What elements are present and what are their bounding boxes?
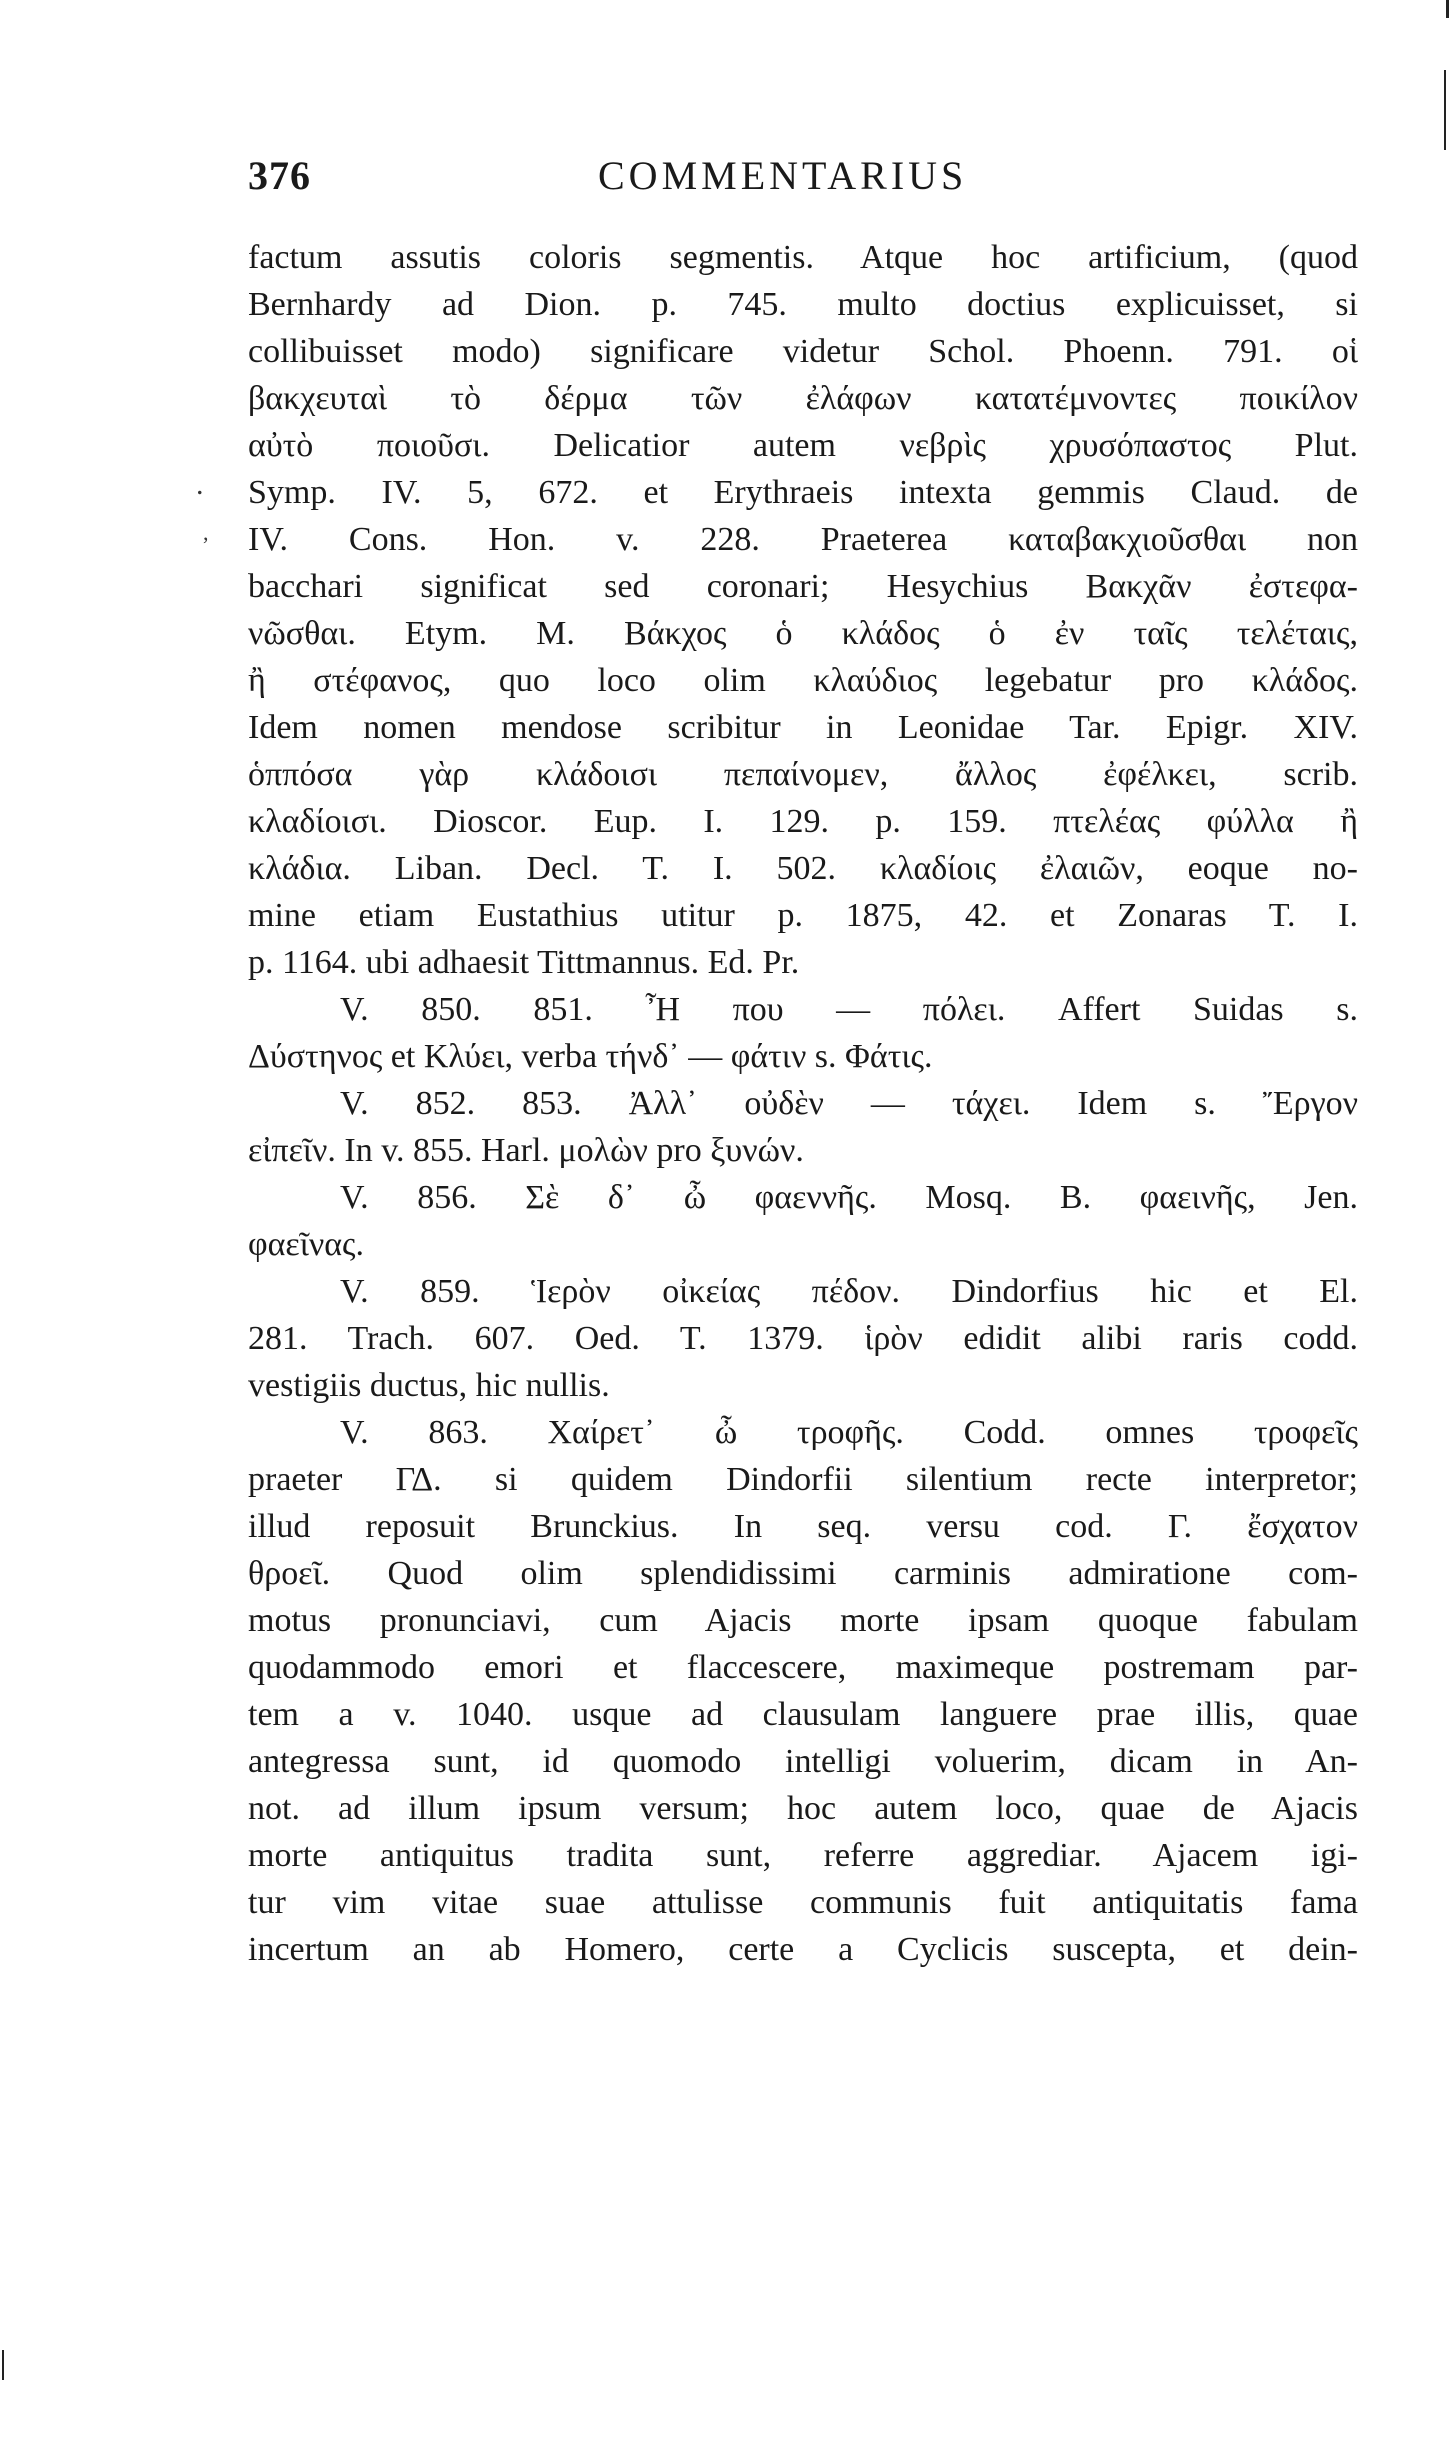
text-line: 281. Trach. 607. Oed. T. 1379. ἱρὸν edidit alibi raris codd.: [248, 1320, 1358, 1357]
margin-dot: .: [196, 468, 204, 501]
text-line: mine etiam Eustathius utitur p. 1875, 42. et Zonaras T. I.: [248, 897, 1358, 934]
right-edge-mark-upper: [1444, 70, 1446, 150]
left-edge-mark: [2, 2350, 4, 2380]
text-line: θροεῖ. Quod olim splendidissimi carminis admiratione com-: [248, 1555, 1358, 1592]
verse-note-line: V. 856. Σὲ δ᾽ ὦ φαεννῆς. Mosq. B. φαεινῆς, Jen.: [340, 1179, 1358, 1216]
margin-tick: ,: [203, 520, 209, 545]
verse-note-line: V. 863. Χαίρετ᾽ ὦ τροφῆς. Codd. omnes τροφεῖς: [340, 1414, 1358, 1451]
text-line: praeter ΓΔ. si quidem Dindorfii silentium recte interpretor;: [248, 1461, 1358, 1498]
text-line: εἰπεῖν. In v. 855. Harl. μολὼν pro ξυνών.: [248, 1132, 804, 1169]
text-line: illud reposuit Brunckius. In seq. versu cod. Γ. ἔσχατον: [248, 1508, 1358, 1545]
text-line: κλάδια. Liban. Decl. T. I. 502. κλαδίοις ἐλαιῶν, eoque no-: [248, 850, 1358, 887]
text-line: p. 1164. ubi adhaesit Tittmannus. Ed. Pr.: [248, 944, 800, 981]
text-line: incertum an ab Homero, certe a Cyclicis suscepta, et dein-: [248, 1931, 1358, 1968]
text-line: κλαδίοισι. Dioscor. Eup. I. 129. p. 159. πτελέας φύλλα ἢ: [248, 803, 1358, 840]
text-line: factum assutis coloris segmentis. Atque hoc artificium, (quod: [248, 239, 1358, 276]
right-edge-mark-top: [1446, 0, 1449, 18]
text-line: not. ad illum ipsum versum; hoc autem loco, quae de Ajacis: [248, 1790, 1358, 1827]
text-line: αὐτὸ ποιοῦσι. Delicatior autem νεβρὶς χρυσόπαστος Plut.: [248, 427, 1358, 464]
text-line: ὁππόσα γὰρ κλάδοισι πεπαίνομεν, ἄλλος ἐφέλκει, scrib.: [248, 756, 1358, 793]
text-line: IV. Cons. Hon. v. 228. Praeterea καταβακχιοῦσθαι non: [248, 521, 1358, 558]
commentary-text: [248, 234, 1358, 1973]
text-line: Symp. IV. 5, 672. et Erythraeis intexta gemmis Claud. de: [248, 474, 1358, 511]
text-line: βακχευταὶ τὸ δέρμα τῶν ἐλάφων κατατέμνοντες ποικίλον: [248, 380, 1358, 417]
text-line: bacchari significat sed coronari; Hesychius Βακχᾶν ἐστεφα-: [248, 568, 1358, 605]
text-line: ἢ στέφανος, quo loco olim κλαύδιος legebatur pro κλάδος.: [248, 662, 1358, 699]
text-line: Bernhardy ad Dion. p. 745. multo doctius explicuisset, si: [248, 286, 1358, 323]
text-line: Idem nomen mendose scribitur in Leonidae Tar. Epigr. XIV.: [248, 709, 1358, 746]
running-title: COMMENTARIUS: [598, 153, 968, 198]
text-line: quodammodo emori et flaccescere, maximeque postremam par-: [248, 1649, 1358, 1686]
verse-note-line: V. 852. 853. Ἀλλ᾽ οὐδὲν — τάχει. Idem s. Ἔργον: [340, 1085, 1358, 1122]
page-header: [248, 152, 1358, 212]
text-line: motus pronunciavi, cum Ajacis morte ipsam quoque fabulam: [248, 1602, 1358, 1639]
verse-note-line: V. 850. 851. Ἦ που — πόλει. Affert Suidas s.: [340, 991, 1358, 1028]
text-line: φαεῖνας.: [248, 1226, 365, 1263]
verse-note-line: V. 859. Ἱερὸν οἰκείας πέδον. Dindorfius hic et El.: [340, 1273, 1358, 1310]
text-line: tem a v. 1040. usque ad clausulam languere prae illis, quae: [248, 1696, 1358, 1733]
text-line: morte antiquitus tradita sunt, referre aggrediar. Ajacem igi-: [248, 1837, 1358, 1874]
text-line: collibuisset modo) significare videtur Schol. Phoenn. 791. οἱ: [248, 333, 1358, 370]
text-line: νῶσθαι. Etym. M. Βάκχος ὁ κλάδος ὁ ἐν ταῖς τελέταις,: [248, 615, 1358, 652]
text-line: antegressa sunt, id quomodo intelligi voluerim, dicam in An-: [248, 1743, 1358, 1780]
text-line: vestigiis ductus, hic nullis.: [248, 1367, 610, 1404]
page-number: 376: [248, 153, 311, 198]
text-line: tur vim vitae suae attulisse communis fuit antiquitatis fama: [248, 1884, 1358, 1921]
text-line: Δύστηνος et Κλύει, verba τήνδ᾽ — φάτιν s. Φάτις.: [248, 1038, 933, 1075]
